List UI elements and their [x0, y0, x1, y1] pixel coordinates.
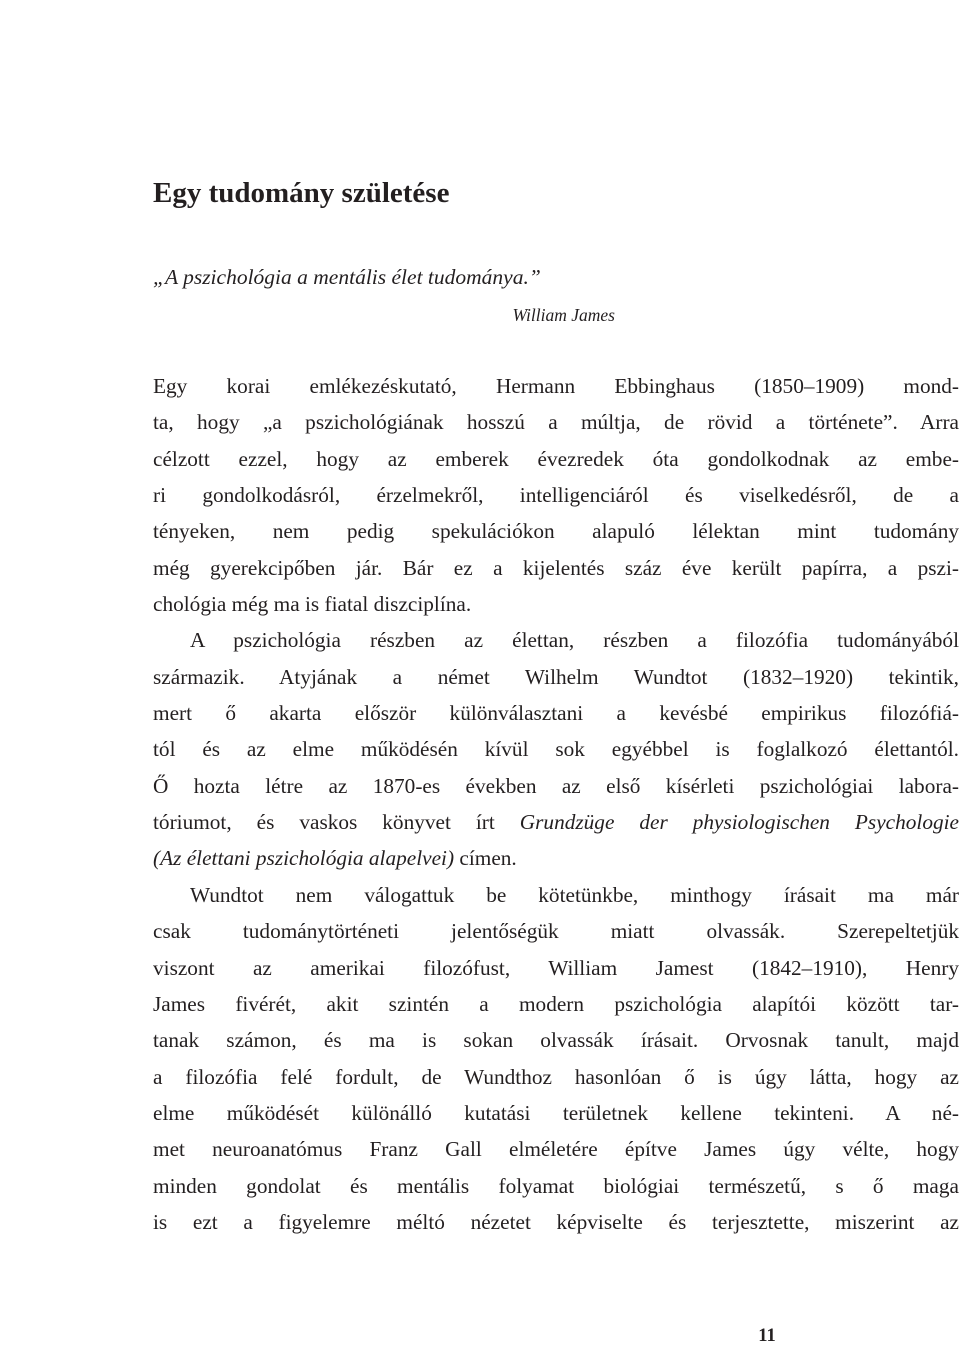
chapter-title: Egy tudomány születése [153, 177, 450, 209]
text-line: célzott ezzel, hogy az emberek évezredek óta gondolkodnak az embe- [153, 446, 959, 471]
text-line-end: címen. [454, 846, 517, 871]
text-line: ri gondolkodásról, érzelmekről, intelligenciáról és viselkedésről, de a [153, 483, 959, 508]
text-line: tényeken, nem pedig spekulációkon alapuló lélektan mint tudomány [153, 519, 959, 544]
text-line: a filozófia felé fordult, de Wundthoz hasonlóan ő is úgy látta, hogy az [153, 1064, 959, 1089]
book-subtitle: (Az élettani pszichológia alapelvei) [153, 846, 455, 871]
text-line-with-title [153, 804, 959, 840]
text-line: származik. Atyjának a német Wilhelm Wundtot (1832–1920) tekintik, [153, 664, 959, 689]
text-line: Ő hozta létre az 1870-es években az első kísérleti pszichológiai labora- [153, 773, 959, 798]
text-line: viszont az amerikai filozófust, William Jamest (1842–1910), Henry [153, 955, 959, 980]
text-line: James fivérét, akit szintén a modern pszichológia alapítói között tar- [153, 991, 959, 1016]
epigraph-author: William James [512, 305, 615, 325]
text-line: mert ő akarta először különválasztani a kevésbé empirikus filozófiá- [153, 701, 959, 726]
text-line: csak tudománytörténeti jelentőségük miatt olvassák. Szerepeltetjük [153, 919, 959, 944]
body-text [153, 368, 959, 1240]
text-line-start: tóriumot, és vaskos könyvet írt [153, 810, 520, 835]
page-number: 11 [758, 1326, 776, 1346]
text-line: Wundtot nem válogattuk be kötetünkbe, minthogy írásait ma már [190, 882, 959, 907]
text-line-with-subtitle [153, 840, 959, 876]
epigraph [153, 262, 623, 328]
text-line: tól és az elme működésén kívül sok egyébbel is foglalkozó élettantól. [153, 737, 959, 762]
text-line: minden gondolat és mentális folyamat biológiai természetű, s ő maga [153, 1173, 959, 1198]
text-line: elme működését különálló kutatási területnek kellene tekinteni. A né- [153, 1100, 959, 1125]
text-line: Egy korai emlékezéskutató, Hermann Ebbinghaus (1850–1909) mond- [153, 374, 959, 398]
text-line: met neuroanatómus Franz Gall elméletére építve James úgy vélte, hogy [153, 1137, 959, 1162]
text-line: chológia még ma is fiatal diszciplína. [153, 592, 472, 617]
epigraph-quote: „A pszichológia a mentális élet tudománya.” [153, 265, 541, 289]
book-title: Grundzüge der physiologischen Psychologie [519, 810, 959, 835]
text-line: még gyerekcipőben jár. Bár ez a kijelentés száz éve került papírra, a pszi- [153, 555, 959, 580]
text-line: tanak számon, és ma is sokan olvassák írásait. Orvosnak tanult, majd [153, 1028, 959, 1053]
text-line: is ezt a figyelemre méltó nézetet képviselte és terjesztette, miszerint az [153, 1209, 959, 1234]
text-line: A pszichológia részben az élettan, részben a filozófia tudományából [190, 628, 959, 653]
text-line: ta, hogy „a pszichológiának hosszú a múltja, de rövid a története”. Arra [153, 410, 959, 435]
